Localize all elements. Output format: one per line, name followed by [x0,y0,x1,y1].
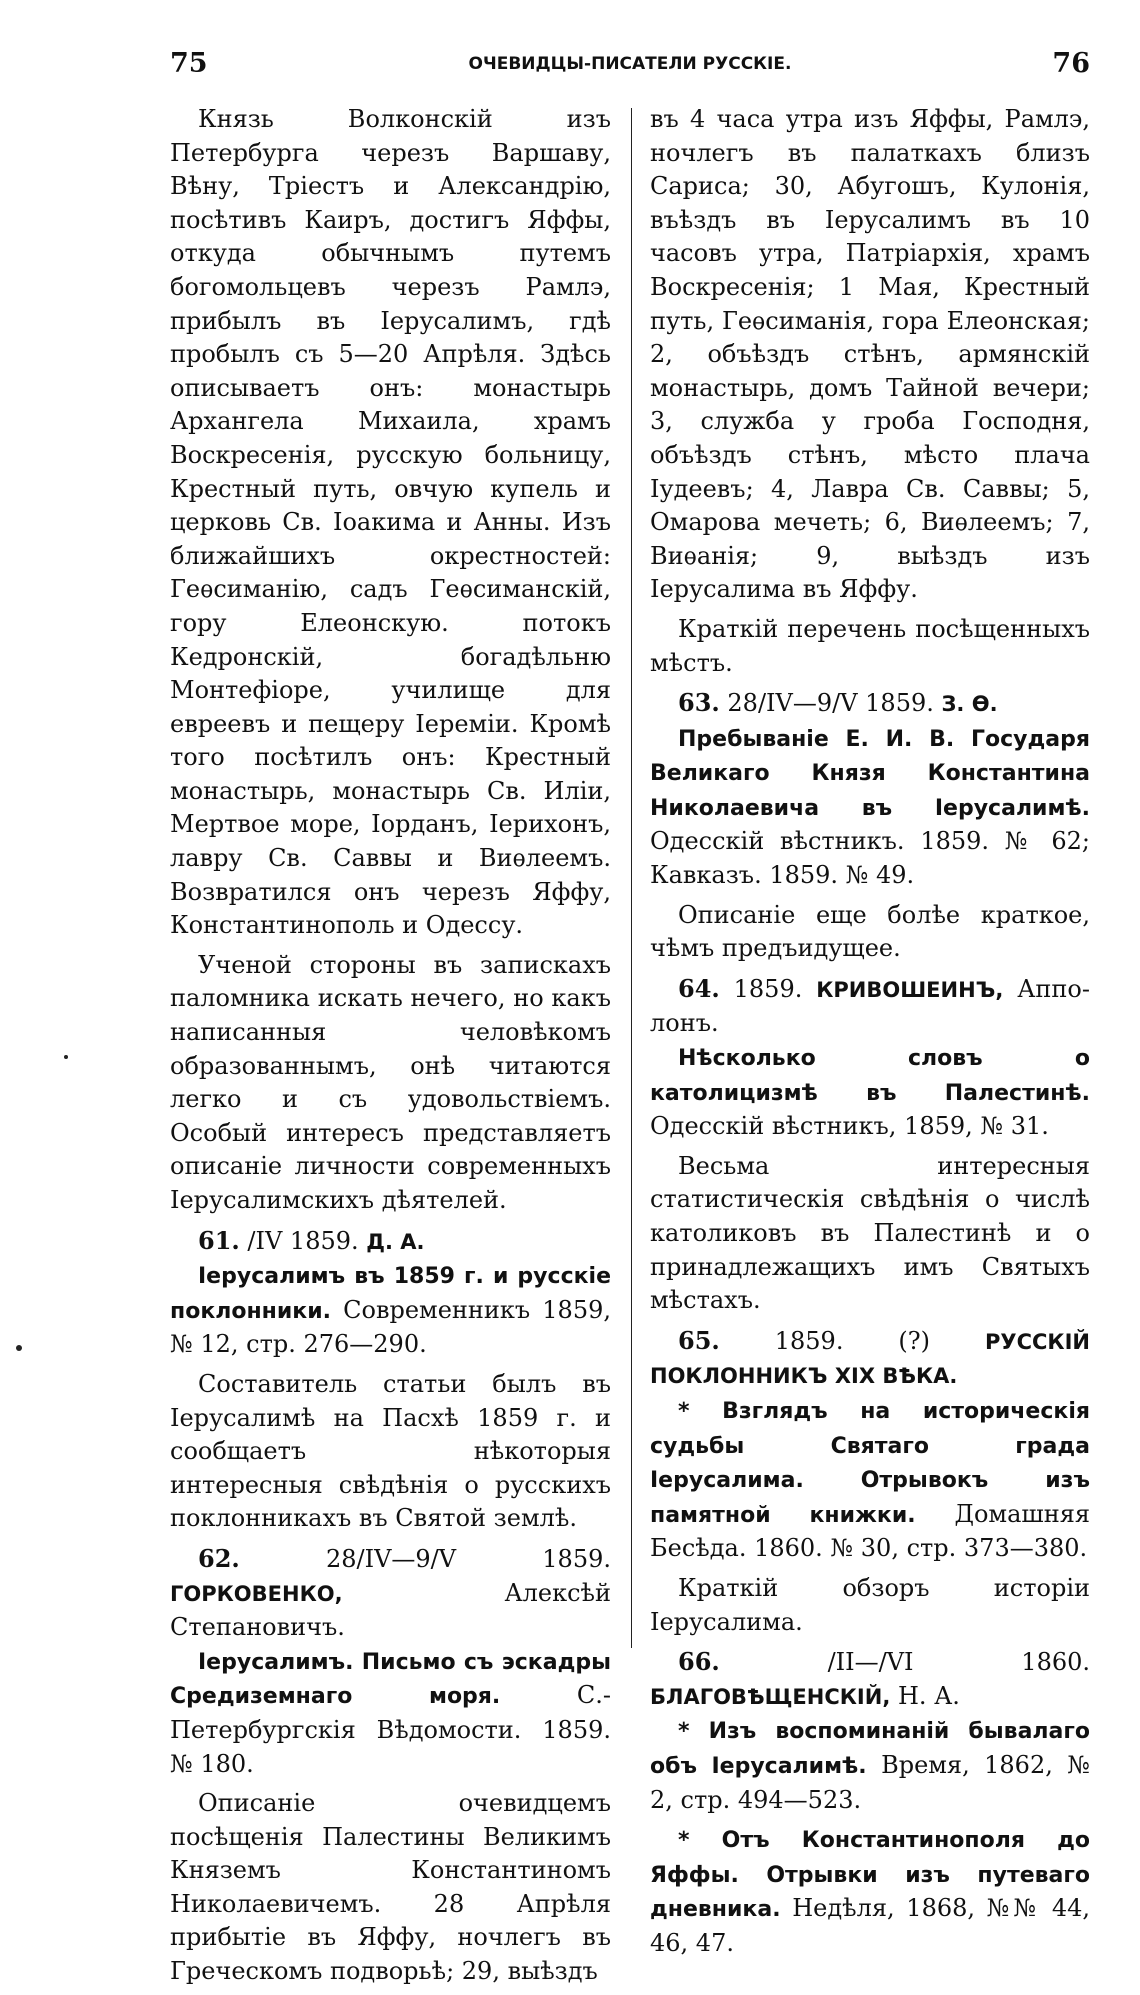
entry-date: /IV 1859. [247,1226,359,1255]
entry-source: Домашняя Бесѣда. 1860. № 30, стр. 373—380. [650,1499,1090,1563]
entry-author: З. Ѳ. [941,692,998,717]
paragraph: Ученой стороны въ запискахъ паломника искать нечего, но какъ написанныя человѣкомъ образованнымъ, онѣ читаются легко и съ удовольствіемъ. Особый интересъ представляетъ описаніе личности современныхъ Іерусалимскихъ дѣятелей. [170,950,611,1214]
entry-author-name: Алексѣй Степановичъ. [170,1578,611,1642]
entry-citation [650,1823,1090,1960]
paragraph: Составитель статьи былъ въ Іерусалимѣ на Пасхѣ 1859 г. и сообщаетъ нѣкоторыя интересныя свѣдѣнія о русскихъ поклонникахъ въ Святой землѣ. [170,1369,611,1533]
entry-source: Одесскій вѣстникъ. 1859. № 62; Кавказъ. 1859. № 49. [650,827,1090,890]
entry-citation [650,1041,1090,1144]
entry-citation [170,1259,611,1362]
entry-author-name: Апполонъ. [650,974,1090,1038]
entry-title: Пребываніе Е. И. В. Государя Великаго Князя Константина Николаевича въ Іерусалимѣ. [650,726,1090,821]
paragraph: Описаніе еще болѣе краткое, чѣмъ предъидущее. [650,900,1090,963]
page-number-right: 76 [1052,48,1090,79]
entry-number: 64. [678,973,720,1003]
paragraph: Краткій обзоръ исторіи Іерусалима. [650,1573,1090,1636]
entry-title: Іерусалимъ. Письмо съ эскадры Средиземнаго моря. [170,1649,611,1710]
entry-author: РУССКІЙ ПОКЛОННИКЪ XIX ВѢКА. [650,1329,1090,1389]
entry-author: Д. А. [366,1229,425,1254]
entry-date: 1859. [733,974,803,1003]
entry-date: 28/IV—9/V 1859. [325,1544,611,1573]
entry-date: 28/IV—9/V 1859. [727,689,934,718]
entry-title: * Отъ Константинополя до Яффы. Отрывки изъ путеваго дневника. [650,1828,1090,1923]
entry-number: 61. [198,1225,240,1255]
paragraph: Весьма интересныя статистическія свѣдѣнія о числѣ католиковъ въ Палестинѣ и о принадлежащихъ имъ Святыхъ мѣстахъ. [650,1151,1090,1315]
entry-title: Іерусалимъ въ 1859 г. и русскіе поклонники. [170,1264,611,1324]
entry-citation [650,1714,1090,1817]
entry-number: 66. [678,1647,720,1677]
entry-citation [650,722,1090,893]
entry-author: ГОРКОВЕНКО, [170,1581,343,1606]
bibliography-entry [170,1542,611,1645]
bibliography-entry [650,1324,1090,1394]
page-header [170,48,1090,88]
entry-number: 63. [678,688,720,718]
bibliography-entry [650,972,1090,1041]
entry-title: * Изъ воспоминаній бывалаго объ Іерусалимѣ. [650,1719,1090,1779]
paragraph: Князь Волконскій изъ Петербурга черезъ Варшаву, Вѣну, Тріестъ и Александрію, посѣтивъ Каиръ, достигъ Яффы, откуда обычнымъ путемъ богомольцевъ черезъ Рамлэ, прибылъ въ Іерусалимъ, гдѣ пробылъ съ 5—20 Апрѣля. Здѣсь описываетъ онъ: монастырь Архангела Михаила, храмъ Воскресенія, русскую больницу, Крестный путь, овчую купель и церковь Св. Іоакима и Анны. Изъ ближайшихъ окрестностей: Геѳсиманію, садъ Геѳсиманскій, гору Елеонскую. потокъ Кедронскій, богадѣльню Монтефіоре, училище для евреевъ и пещеру Іереміи. Кромѣ того посѣтилъ онъ: Крестный монастырь, монастырь Св. Иліи, Мертвое море, Іорданъ, Іерихонъ, лавру Св. Саввы и Виѳлеемъ. Возвратился онъ черезъ Яффу, Константинополь и Одессу. [170,105,611,940]
paragraph: Описаніе очевидцемъ посѣщенія Палестины Великимъ Княземъ Константиномъ Николаевичемъ. 28 Апрѣля прибытіе въ Яффу, ночлегъ въ Греческомъ подворьѣ; 29, выѣздъ [170,1789,611,1986]
entry-title: Нѣсколько словъ о католицизмѣ въ Палестинѣ. [650,1046,1090,1106]
page-number-left: 75 [170,48,208,79]
entry-author: БЛАГОВѢЩЕНСКІЙ, [650,1684,891,1709]
bibliography-entry [170,1224,611,1260]
entry-citation [650,1394,1090,1566]
bibliography-entry [650,686,1090,722]
entry-author: КРИВОШЕИНЪ, [816,977,1004,1002]
entry-source: Современникъ 1859, № 12, стр. 276—290. [170,1295,611,1359]
paragraph: въ 4 часа утра изъ Яффы, Рамлэ, ночлегъ въ палаткахъ близъ Сариса; 30, Абугошъ, Кулонія, въѣздъ въ Іерусалимъ въ 10 часовъ утра, Патріархія, храмъ Воскресенія; 1 Мая, Крестный путь, Геѳсиманія, гора Елеонская; 2, объѣздъ стѣнъ, армянскій монастырь, домъ Тайной вечери; 3, служба у гроба Господня, объѣздъ стѣнъ, мѣсто плача Іудеевъ; 4, Лавра Св. Саввы; 5, Омарова мечеть; 6, Виѳлеемъ; 7, Виѳанія; 9, выѣздъ изъ Іерусалима въ Яффу. [650,105,1090,604]
entry-source: С.-Петербургскія Вѣдомости. 1859. № 180. [170,1681,611,1778]
left-column [170,103,611,1995]
entry-source: Время, 1862, № 2, стр. 494—523. [650,1750,1090,1814]
entry-number: 65. [678,1325,720,1355]
paragraph: Краткій перечень посѣщенныхъ мѣстъ. [650,614,1090,677]
entry-source: Недѣля, 1868, №№ 44, 46, 47. [650,1894,1090,1957]
entry-citation [170,1645,611,1781]
entry-source: Одесскій вѣстникъ, 1859, № 31. [650,1112,1049,1141]
column-divider [631,108,632,1648]
right-column [650,103,1090,1966]
entry-date: /II—/VI 1860. [827,1648,1090,1677]
print-speck [16,1345,22,1351]
running-title: ОЧЕВИДЦЫ-ПИСАТЕЛИ РУССКІЕ. [468,54,792,74]
entry-title: * Взглядъ на историческія судьбы Святаго града Іерусалима. Отрывокъ изъ памятной книжки. [650,1398,1090,1528]
entry-date: 1859. (?) [774,1326,931,1355]
bibliography-entry [650,1645,1090,1714]
print-speck [64,1055,68,1059]
entry-number: 62. [198,1543,240,1573]
entry-author-name: Н. А. [897,1681,960,1710]
